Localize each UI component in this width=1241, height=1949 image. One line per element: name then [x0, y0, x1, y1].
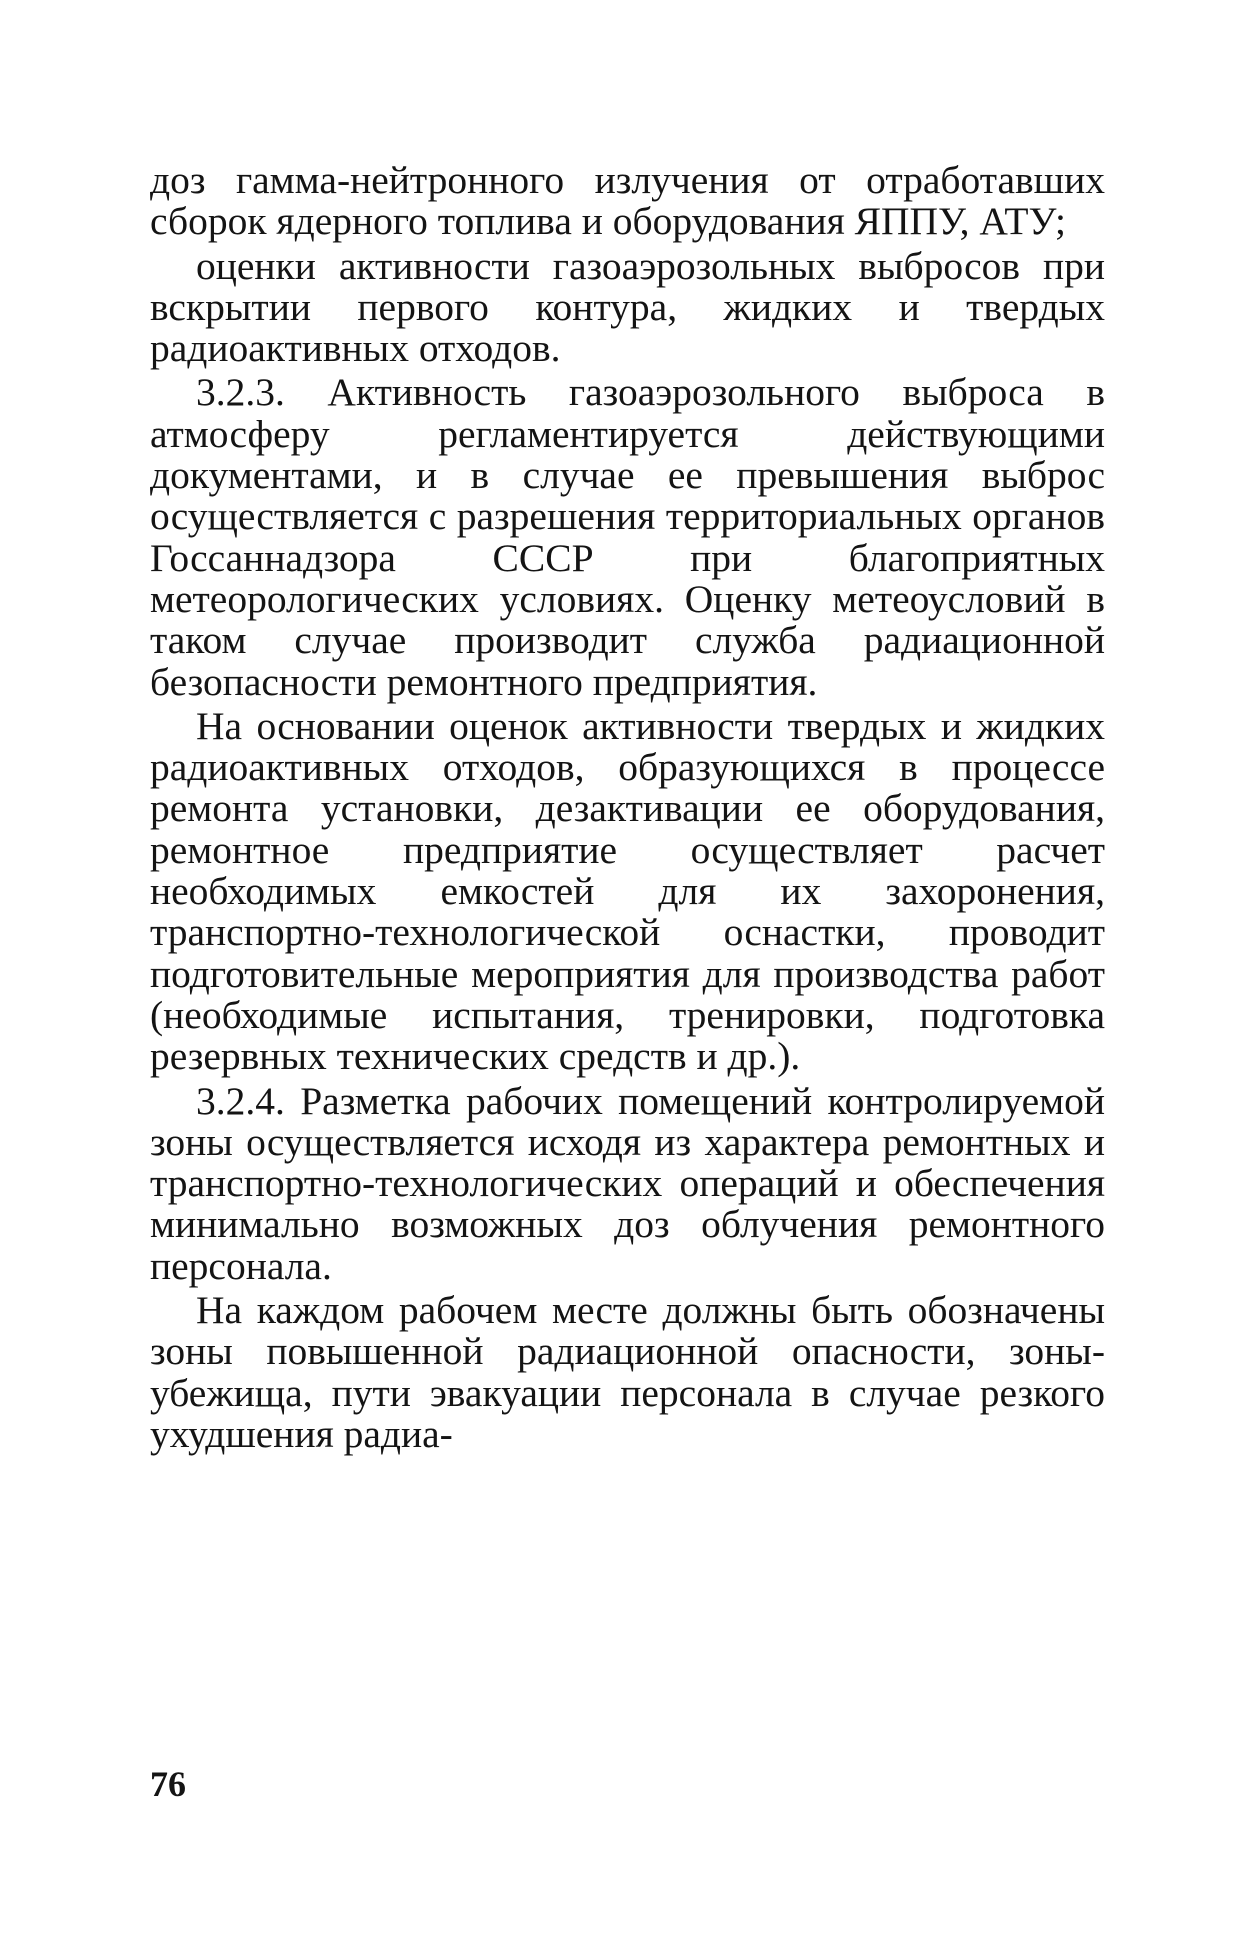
paragraph-activity-estimates: оценки активности газоаэрозольных выбросов при вскрытии первого контура, жидких и твердых радиоактивных отходов. — [150, 243, 1105, 371]
page-body — [150, 160, 1105, 1458]
paragraph-continuation: доз гамма-нейтронного излучения от отработавших сборок ядерного топлива и оборудования ЯППУ, АТУ; — [150, 158, 1105, 244]
paragraph-3-2-3: 3.2.3. Активность газоаэрозольного выброса в атмосферу регламентируется действующими документами, и в случае ее превышения выброс осуществляется с разрешения территориальных органов Госсаннадзора СССР при благоприятных метеорологических условиях. Оценку метеоусловий в таком случае производит служба радиационной безопасности ремонтного предприятия. — [150, 370, 1105, 704]
paragraph-3-2-4: 3.2.4. Разметка рабочих помещений контролируемой зоны осуществляется исходя из характера ремонтных и транспортно-технологических операций и обеспечения минимально возможных доз облучения ремонтного персонала. — [150, 1078, 1105, 1288]
page-number: 76 — [150, 1764, 186, 1804]
paragraph-waste-estimates: На основании оценок активности твердых и жидких радиоактивных отходов, образующихся в процессе ремонта установки, дезактивации ее оборудования, ремонтное предприятие осуществляет расчет необходимых емкостей для их захоронения, транспортно-технологической оснастки, проводит подготовительные мероприятия для производства работ (необходимые испытания, тренировки, подготовка резервных технических средств и др.). — [150, 703, 1105, 1079]
paragraph-workplace-marking: На каждом рабочем месте должны быть обозначены зоны повышенной радиационной опасности, зоны-убежища, пути эвакуации персонала в случае резкого ухудшения радиа- — [150, 1288, 1105, 1456]
